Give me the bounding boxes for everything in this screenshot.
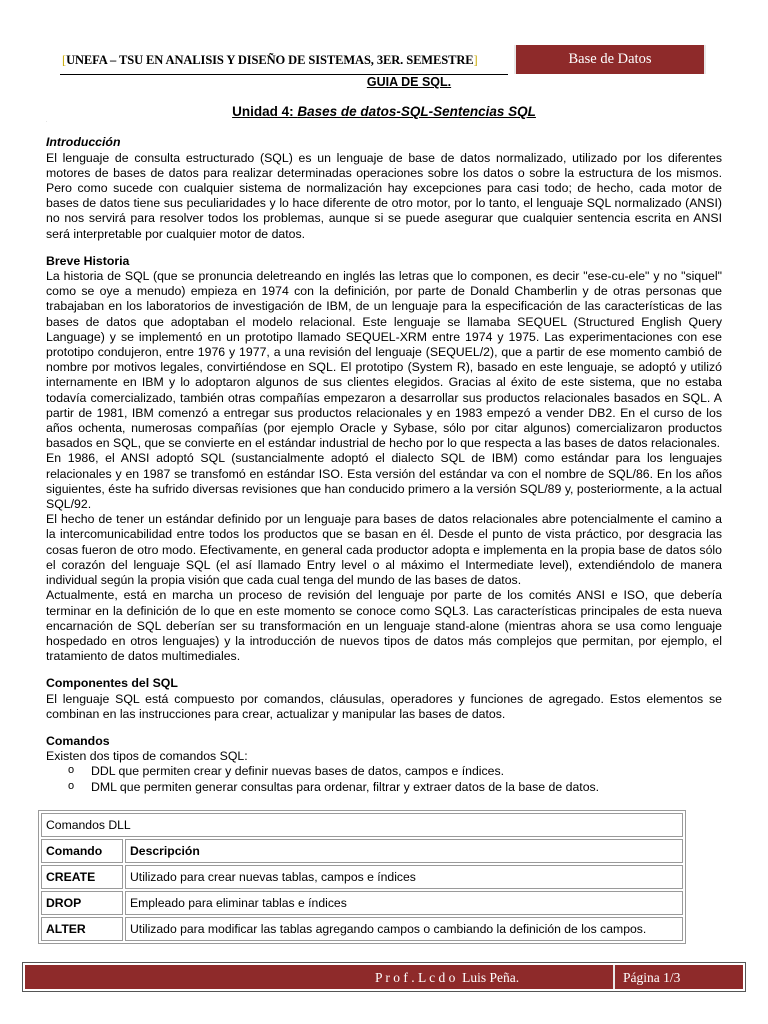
intro-paragraph: El lenguaje de consulta estructurado (SQL) es un lenguaje de base de datos normalizado, utilizado por los diferentes motores de bases de datos para realizar determinadas operaciones sobre los datos o sobre la estructura de los mismos. Pero como sucede con cualquier sistema de normalización hay excepciones para casi todo; de hecho, cada motor de bases de datos tiene sus peculiaridades y lo hace diferente de otro motor, por lo tanto, el lenguaje SQL normalizado (ANSI) no nos servirá para resolver todos los problemas, aunque si se puede asegurar que cualquier sentencia escrita en ANSI será interpretable por cualquier motor de datos. xyxy=(46,150,722,241)
header-bracket-open: [ xyxy=(62,53,67,67)
footer-author-prefix: P r o f . L c d o xyxy=(375,970,456,985)
command-cell: ALTER xyxy=(41,917,123,941)
history-paragraph-2: En 1986, el ANSI adoptó SQL (sustancialmente adoptó el dialecto SQL de IBM) como estándar para los lenguajes relacionales y en 1987 se transfomó en estándar ISO. Esta versión del estándar va con el nombre de SQL/86. En los años siguientes, éste ha sufrido diversas revisiones que han conducido primero a la versión SQL/89 y, posteriormente, a la actual SQL/92. xyxy=(46,451,722,512)
unit-name: Bases de datos-SQL-Sentencias SQL xyxy=(297,104,536,120)
description-cell: Utilizado para modificar las tablas agregando campos o cambiando la definición de los campos. xyxy=(125,917,683,941)
unit-prefix: Unidad 4: xyxy=(232,104,298,120)
footer-bar xyxy=(25,965,743,989)
footer-author-name: Luis Peña. xyxy=(462,970,520,985)
column-header-command: Comando xyxy=(41,839,123,863)
table-row xyxy=(41,917,683,941)
footer-author xyxy=(375,970,519,986)
history-paragraph-3: El hecho de tener un estándar definido por un lenguaje para bases de datos relacionales abre potencialmente el camino a la intercomunicabilidad entre todos los productos que se basan en él. Desde el punto de vista práctico, por desgracia las cosas fueron de otro modo. Efectivamente, en general cada productor adopta e implementa en la propia base de datos sólo el corazón del lenguaje SQL (el así llamado Entry level o al máximo el Intermediate level), extendiéndolo de manera individual según la propia visión que cada cual tenga del mundo de las bases de datos. xyxy=(46,512,722,588)
components-paragraph: El lenguaje SQL está compuesto por comandos, cláusulas, operadores y funciones de agregado. Estos elementos se combinan en las instrucciones para crear, actualizar y manipular las bases de datos. xyxy=(46,691,722,721)
commands-heading: Comandos xyxy=(46,733,110,748)
unit-title xyxy=(46,104,722,119)
page-footer xyxy=(22,962,746,992)
document-body xyxy=(46,75,722,795)
small-mark: . xyxy=(46,118,48,124)
history-heading: Breve Historia xyxy=(46,253,130,268)
history-paragraph-1: La historia de SQL (que se pronuncia deletreando en inglés las letras que lo componen, es decir "ese-cu-ele" y no "siquel" como se oye a menudo) empieza en 1974 con la definición, por parte de Donald Chamberlin y de otras personas que trabajaban en los laboratorios de investigación de IBM, de un lenguaje para la especificación de las características de las bases de datos que adoptaban el modelo relacional. Este lenguaje se llamaba SEQUEL (Structured English Query Language) y se implementó en un prototipo llamado SEQUEL-XRM entre 1974 y 1975. Las experimentaciones con ese prototipo condujeron, entre 1976 y 1977, a una revisión del lenguaje (SEQUEL/2), que a partir de ese momento cambió de nombre por motivos legales, convirtiéndose en SQL. El prototipo (System R), basado en este lenguaje, se adoptó y utilizó internamente en IBM y lo adoptaron algunos de sus clientes elegidos. Gracias al éxito de este sistema, que no estaba todavía comercializado, también otras compañías empezaron a desarrollar sus productos relacionales basados en SQL. A partir de 1981, IBM comenzó a entregar sus productos relacionales y en 1983 empezó a vender DB2. En el curso de los años ochenta, numerosas compañías (por ejemplo Oracle y Sybase, sólo por citar algunos) comercializaron productos basados en SQL, que se convierte en el estándar industrial de hecho por lo que respecta a las bases de datos relacionales. xyxy=(46,269,722,451)
history-paragraph-4: Actualmente, está en marcha un proceso de revisión del lenguaje por parte de los comités ANSI e ISO, que debería terminar en la definición de lo que en este momento se conoce como SQL3. Las características principales de esta nueva encarnación de SQL deberían ser su transformación en un lenguaje stand-alone (mientras ahora se usa como lenguaje hospedado en otros lenguajes) y la introducción de nuevos tipos de datos más complejos que permitan, por ejemplo, el tratamiento de datos multimediales. xyxy=(46,588,722,664)
footer-divider xyxy=(613,965,615,989)
table-header-row xyxy=(41,839,683,863)
header-bracket-close: ] xyxy=(473,53,478,67)
page-title: GUIA DE SQL. xyxy=(366,75,452,89)
components-heading: Componentes del SQL xyxy=(46,676,178,691)
command-cell: DROP xyxy=(41,891,123,915)
table-row xyxy=(41,891,683,915)
list-item: o DML que permiten generar consultas para ordenar, filtrar y extraer datos de la base de datos. xyxy=(68,780,722,795)
description-cell: Utilizado para crear nuevas tablas, campos e índices xyxy=(125,865,683,889)
header-course-text: UNEFA – TSU EN ANALISIS Y DISEÑO DE SISTEMAS, 3ER. SEMESTRE xyxy=(66,53,474,67)
command-types-list xyxy=(46,764,722,794)
header-course-title xyxy=(62,53,478,68)
page-number: Página 1/3 xyxy=(623,970,681,985)
commands-intro: Existen dos tipos de comandos SQL: xyxy=(46,749,248,764)
ddl-commands-table xyxy=(38,810,686,944)
table-caption: Comandos DLL xyxy=(41,813,683,837)
list-item: o DDL que permiten crear y definir nuevas bases de datos, campos e índices. xyxy=(68,764,722,779)
header-subject-badge: Base de Datos xyxy=(514,45,706,74)
table-row xyxy=(41,865,683,889)
intro-heading: Introducción xyxy=(46,135,121,150)
command-cell: CREATE xyxy=(41,865,123,889)
column-header-description: Descripción xyxy=(125,839,683,863)
table-caption-row xyxy=(41,813,683,837)
description-cell: Empleado para eliminar tablas e índices xyxy=(125,891,683,915)
